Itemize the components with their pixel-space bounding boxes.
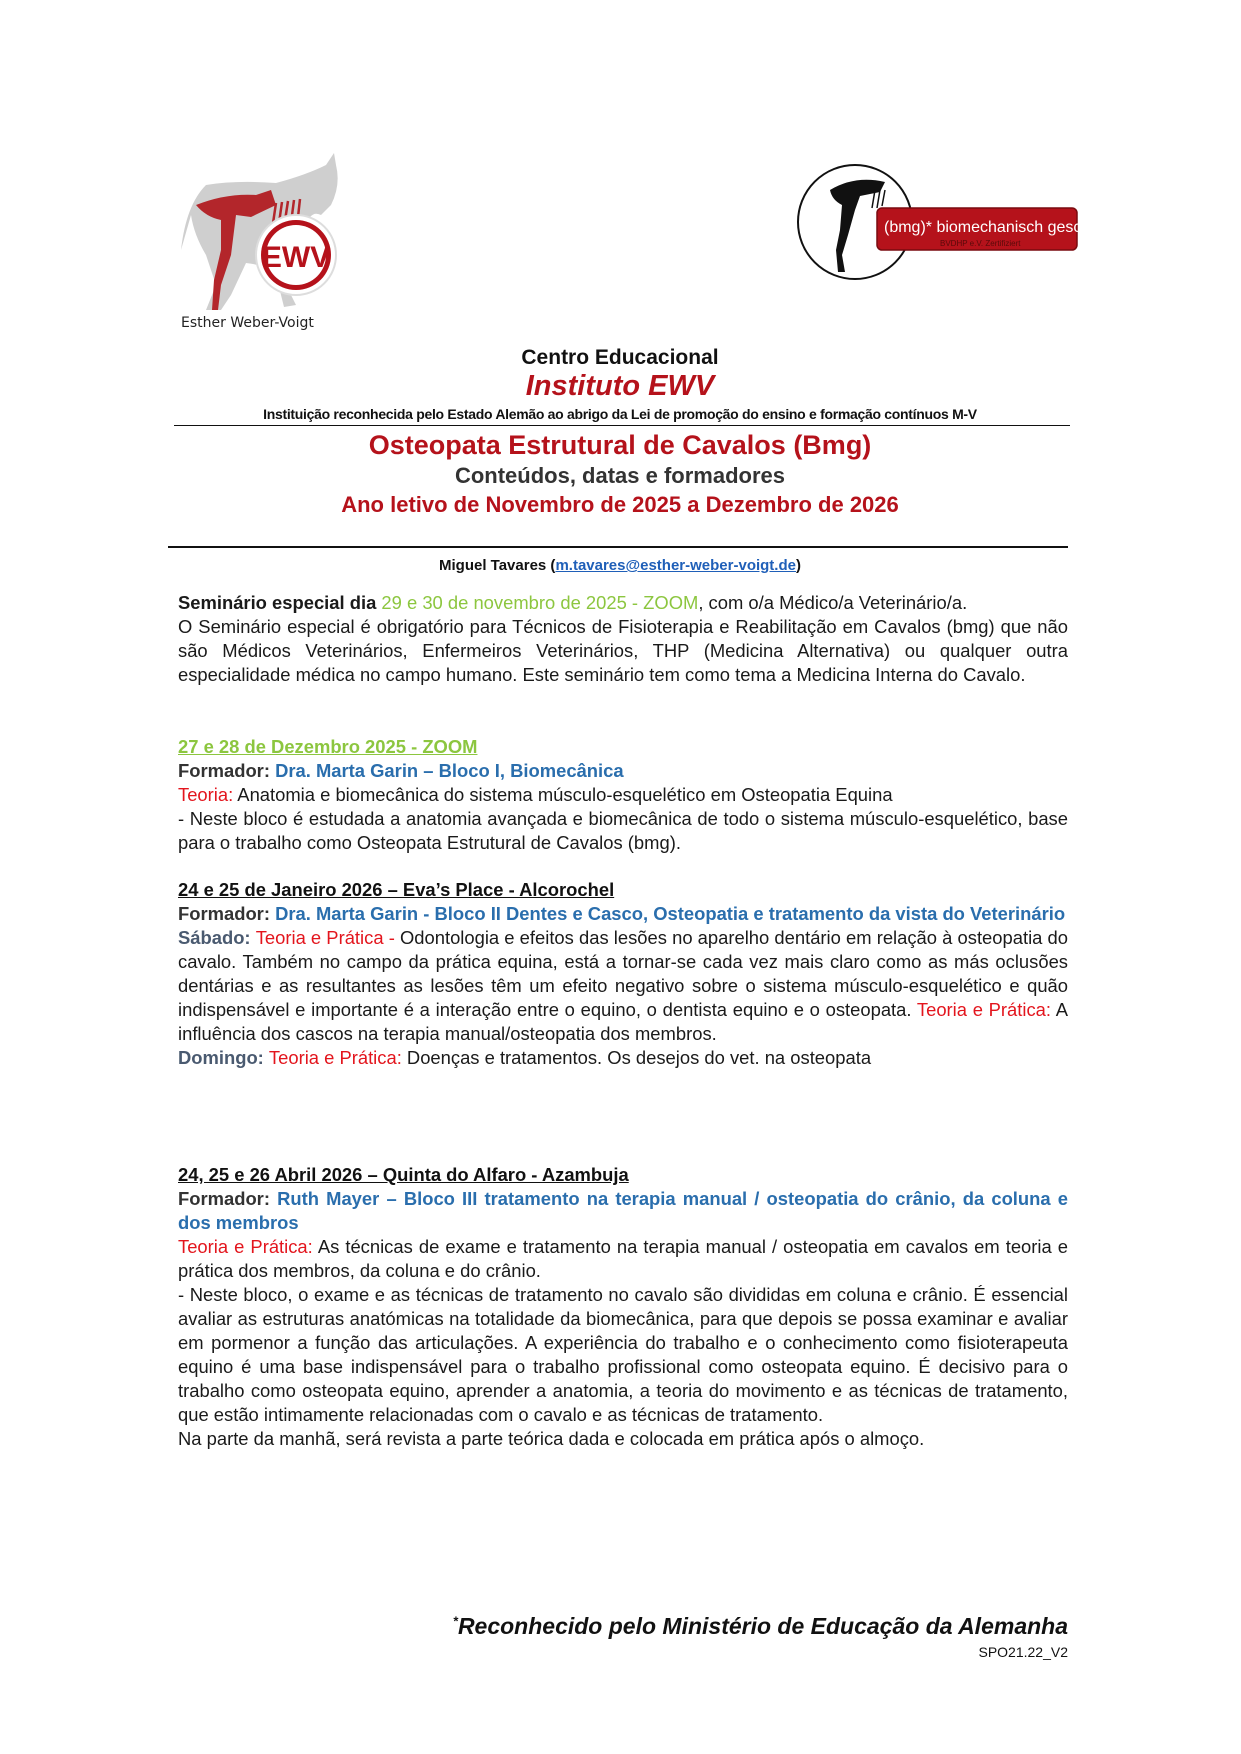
ewv-logo (176, 145, 376, 330)
block-1-body: - Neste bloco é estudada a anatomia avançada e biomecânica de todo o sistema músculo-esquelético, base para o trabalho como Osteopata Estrutural de Cavalos (bmg). (178, 808, 1068, 853)
course-title: Osteopata Estrutural de Cavalos (Bmg) (368, 430, 872, 460)
formador-label: Formador: (178, 1188, 278, 1209)
document-code: SPO21.22_V2 (978, 1644, 1068, 1660)
block-3-tp-text: As técnicas de exame e tratamento na terapia manual / osteopatia em cavalos em teoria e prática dos membros, da coluna e do crânio. (178, 1236, 1069, 1281)
bmg-logo (800, 160, 1108, 290)
teoria-pratica-label: Teoria e Prática (255, 927, 384, 948)
sabado-label: Sábado: (178, 927, 256, 948)
contact-name: Miguel Tavares (439, 557, 547, 574)
recognition-line: Instituição reconhecida pelo Estado Alemão ao abrigo da Lei de promoção do ensino e formação contínuos M-V (263, 406, 977, 422)
bmg-sub-text: BVDHP e.V. Zertifiziert (940, 239, 1021, 248)
course-subtitle: Conteúdos, datas e formadores (454, 463, 786, 488)
bmg-banner-text: (bmg)* biomechanisch geschult (884, 219, 1108, 236)
teoria-label: Teoria: (178, 784, 234, 805)
centro-educacional: Centro Educacional (521, 346, 719, 369)
block-1-trainer: Dra. Marta Garin – Bloco I, Biomecânica (275, 760, 624, 781)
contact-email-link[interactable]: m.tavares@esther-weber-voigt.de (555, 557, 796, 574)
ewv-badge-text: EWV (261, 241, 331, 274)
bmg-horse-skeleton-logo-icon (800, 160, 1108, 290)
block-2 (178, 878, 1068, 1070)
block-1-teoria: Anatomia e biomecânica do sistema músculo-esquelético em Osteopatia Equina (233, 784, 893, 805)
formador-label: Formador: (178, 760, 276, 781)
seminar-date: 29 e 30 de novembro de 2025 - ZOOM (381, 592, 699, 613)
formador-label: Formador: (178, 903, 276, 924)
contact-paren-close: ) (795, 557, 801, 574)
academic-year: Ano letivo de Novembro de 2025 a Dezembro de 2026 (341, 492, 899, 517)
block-3-trainer: Ruth Mayer – Bloco III tratamento na terapia manual / osteopatia do crânio, da coluna e dos membros (178, 1188, 1068, 1233)
sabado-text: Odontologia e efeitos das lesões no aparelho dentário em relação à osteopatia do cavalo. Também no campo da prática equina, está a tornar-se cada vez mais claro como as más oclusões dentárias e as resultantes as lesões têm um efeito negativo sobre o sistema músculo-esquelético e quão indispensável e importante é a interação entre o equino, o dentista equino e o osteopata. (178, 927, 1068, 1020)
block-1 (178, 735, 1068, 855)
footer-recognition-text: Reconhecido pelo Ministério de Educação da Alemanha (457, 1613, 1068, 1639)
seminar-lead: Seminário especial dia (178, 592, 382, 613)
footer-asterisk: * (452, 1613, 458, 1629)
block-3-note: Na parte da manhã, será revista a parte teórica dada e colocada em prática após o almoço. (178, 1428, 925, 1449)
contact-paren-open: ( (546, 557, 556, 574)
seminar-section (178, 591, 1068, 687)
block-2-trainer: Dra. Marta Garin - Bloco II Dentes e Casco, Osteopatia e tratamento da vista do Veterinário (275, 903, 1066, 924)
block-3 (178, 1163, 1068, 1451)
teoria-pratica-label: Teoria e Prática: (268, 1047, 402, 1068)
divider (174, 425, 1070, 426)
domingo-label: Domingo: (178, 1047, 269, 1068)
teoria-pratica-label: Teoria e Prática: (916, 999, 1052, 1020)
ewv-logo-caption: Esther Weber-Voigt (181, 315, 314, 331)
footer-recognition (453, 1613, 1068, 1640)
instituto-title: Instituto EWV (525, 370, 715, 402)
block-3-body: - Neste bloco, o exame e as técnicas de tratamento no cavalo são divididas em coluna e crânio. É essencial avaliar as estruturas anatómicas na totalidade da biomecânica, para que depois se possa examinar e avaliar em pormenor a função das articulações. A experiência do trabalho e o conhecimento como fisioterapeuta equino é uma base indispensável para o trabalho profissional como osteopata equino. É decisivo para o trabalho como osteopata equino, aprender a anatomia, a teoria do movimento e as técnicas de tratamento, que estão intimamente relacionadas com o cavalo e as técnicas de tratamento. (178, 1284, 1068, 1425)
block-3-date: 24, 25 e 26 Abril 2026 – Quinta do Alfaro - Azambuja (178, 1164, 629, 1185)
divider (168, 546, 1068, 548)
seminar-body: O Seminário especial é obrigatório para Técnicos de Fisioterapia e Reabilitação em Cavalos (bmg) que não são Médicos Veterinários, Enfermeiros Veterinários, THP (Medicina Alternativa) ou qualquer outra especialidade médica no campo humano. Este seminário tem como tema a Medicina Interna do Cavalo. (178, 616, 1068, 685)
dash: - (383, 927, 400, 948)
horse-skeleton-ewv-logo-icon (176, 145, 376, 330)
seminar-rest: , com o/a Médico/a Veterinário/a. (698, 592, 968, 613)
teoria-pratica-label: Teoria e Prática: (178, 1236, 313, 1257)
block-1-date: 27 e 28 de Dezembro 2025 - ZOOM (178, 736, 478, 757)
contact-line (170, 557, 1070, 574)
domingo-text: Doenças e tratamentos. Os desejos do vet. na osteopata (401, 1047, 872, 1068)
block-2-date: 24 e 25 de Janeiro 2026 – Eva’s Place - Alcorochel (178, 879, 615, 900)
sabado-text-2: A influência dos cascos na terapia manual/osteopatia dos membros. (178, 999, 1068, 1044)
